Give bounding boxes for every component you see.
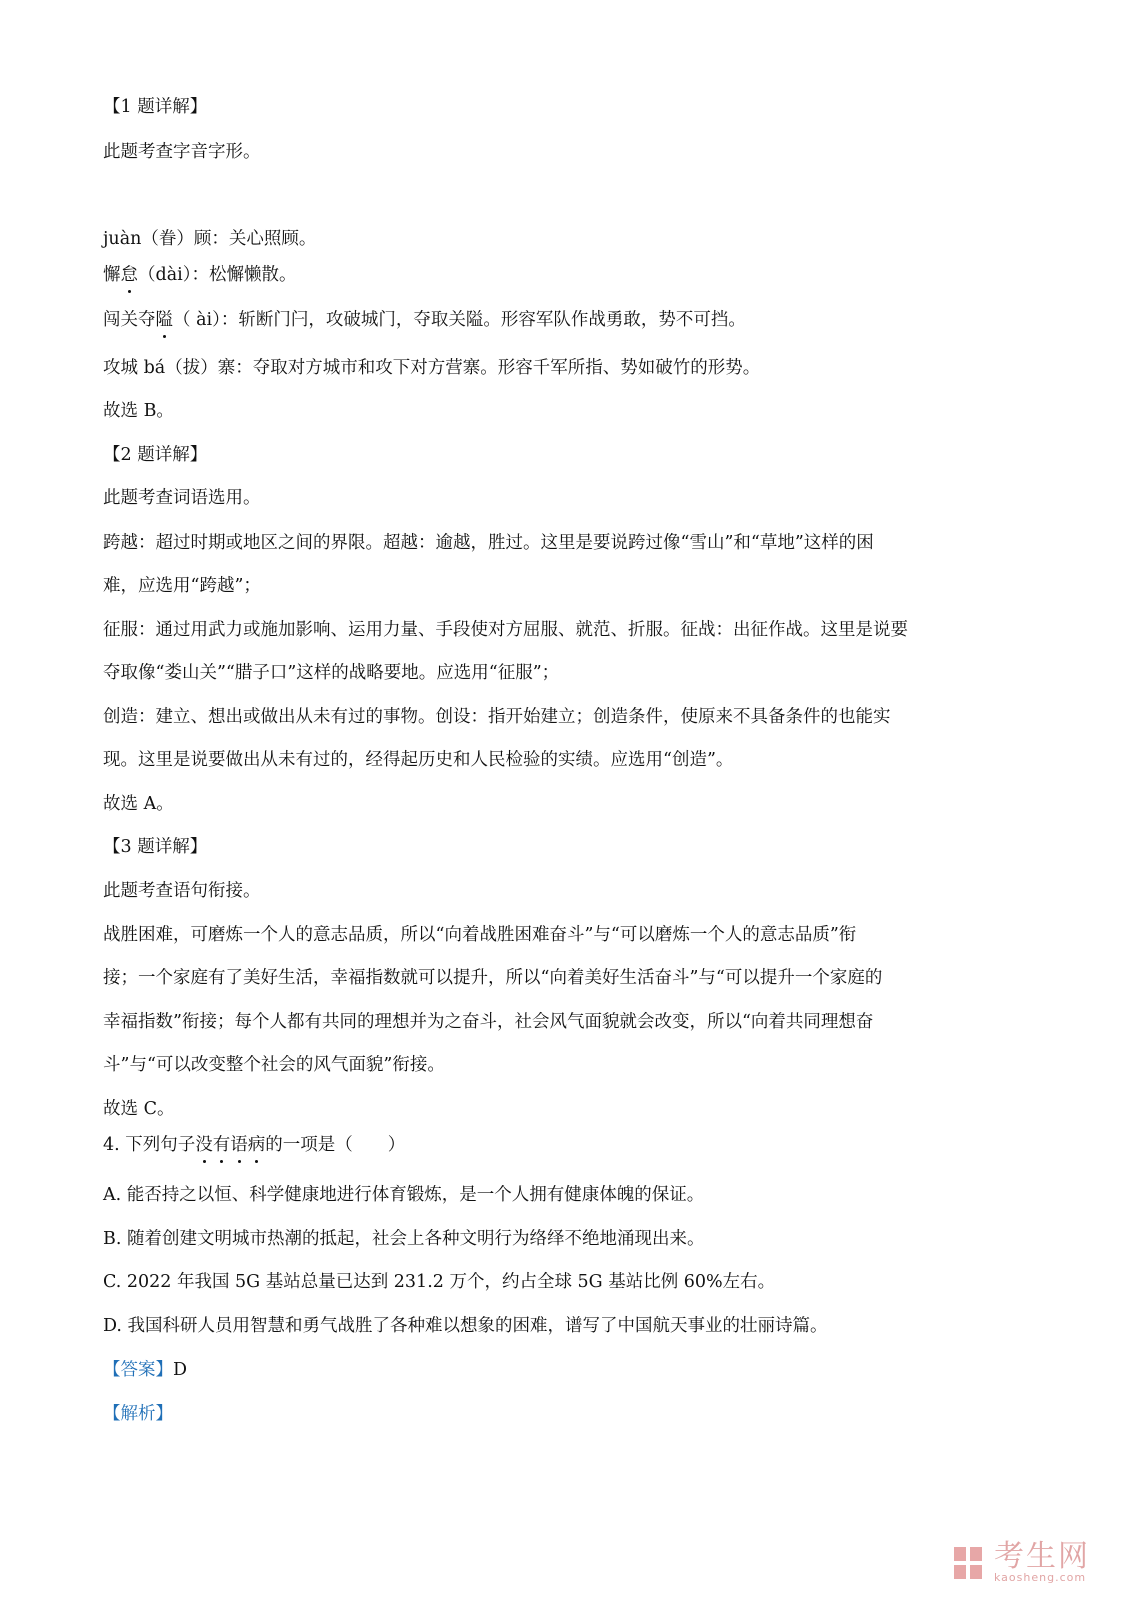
- paragraph: 此题考查词语选用。: [103, 488, 261, 508]
- watermark-logo-icon: [950, 1545, 986, 1581]
- section-heading-2: 【2 题详解】: [103, 445, 208, 465]
- paragraph: 斗”与“可以改变整个社会的风气面貌”衔接。: [103, 1055, 445, 1075]
- paragraph: 故选 A。: [103, 794, 174, 814]
- emphasis-dot-char: 没: [195, 1135, 213, 1155]
- paragraph: 懈怠（dài）：松懈懒散。: [103, 265, 297, 285]
- section-heading-3: 【3 题详解】: [103, 837, 208, 857]
- paragraph: juàn（眷）顾：关心照顾。: [103, 229, 317, 249]
- question-4: 4. 下列句子没有语病的一项是（ ）: [103, 1135, 406, 1155]
- paragraph: 攻城 bá（拔）寨：夺取对方城市和攻下对方营寨。形容千军所指、势如破竹的形势。: [103, 358, 761, 378]
- paragraph: 战胜困难，可磨炼一个人的意志品质，所以“向着战胜困难奋斗”与“可以磨炼一个人的意志品质”衔: [103, 925, 857, 945]
- section-heading-1: 【1 题详解】: [103, 97, 208, 117]
- paragraph: 故选 C。: [103, 1099, 175, 1119]
- paragraph: 难，应选用“跨越”；: [103, 576, 261, 596]
- paragraph: 征服：通过用武力或施加影响、运用力量、手段使对方屈服、就范、折服。征战：出征作战。这里是说要: [103, 620, 908, 640]
- emphasis-dot-char: 语: [230, 1135, 248, 1155]
- answer-value: D: [173, 1360, 188, 1380]
- emphasis-dot-char: 病: [247, 1135, 266, 1155]
- watermark: [950, 1539, 1090, 1584]
- paragraph: 夺取像“娄山关”“腊子口”这样的战略要地。应选用“征服”；: [103, 663, 560, 683]
- option-b: B. 随着创建文明城市热潮的抵起，社会上各种文明行为络绎不绝地涌现出来。: [103, 1229, 705, 1249]
- paragraph: 此题考查字音字形。: [103, 142, 261, 162]
- emphasis-dot-char: 怠: [120, 265, 138, 285]
- paragraph: 创造：建立、想出或做出从未有过的事物。创设：指开始建立；创造条件，使原来不具备条件的也能实: [103, 707, 891, 727]
- watermark-url: kaosheng.com: [994, 1571, 1087, 1584]
- paragraph: 现。这里是说要做出从未有过的，经得起历史和人民检验的实绩。应选用“创造”。: [103, 750, 734, 770]
- paragraph: 接；一个家庭有了美好生活，幸福指数就可以提升，所以“向着美好生活奋斗”与“可以提升一个家庭的: [103, 968, 883, 988]
- option-c: C. 2022 年我国 5G 基站总量已达到 231.2 万个，约占全球 5G 基站比例 60%左右。: [103, 1272, 776, 1292]
- paragraph: 此题考查语句衔接。: [103, 881, 261, 901]
- watermark-name: 考生网: [994, 1539, 1090, 1574]
- option-d: D. 我国科研人员用智慧和勇气战胜了各种难以想象的困难，谱写了中国航天事业的壮丽诗篇。: [103, 1316, 828, 1336]
- analysis-label: 【解析】: [103, 1404, 173, 1424]
- paragraph: 故选 B。: [103, 401, 174, 421]
- answer-label: 【答案】: [103, 1360, 173, 1380]
- paragraph: 幸福指数”衔接；每个人都有共同的理想并为之奋斗，社会风气面貌就会改变，所以“向着共同理想奋: [103, 1012, 874, 1032]
- emphasis-dot-char: 有: [212, 1135, 231, 1155]
- paragraph: 跨越：超过时期或地区之间的界限。超越：逾越，胜过。这里是要说跨过像“雪山”和“草地”这样的困: [103, 533, 874, 553]
- emphasis-dot-char: 隘: [155, 310, 173, 330]
- paragraph: 闯关夺隘（ ài）：斩断门闩，攻破城门，夺取关隘。形容军队作战勇敢，势不可挡。: [103, 310, 746, 330]
- option-a: A. 能否持之以恒、科学健康地进行体育锻炼，是一个人拥有健康体魄的保证。: [103, 1185, 705, 1205]
- answer-line: [103, 1359, 187, 1381]
